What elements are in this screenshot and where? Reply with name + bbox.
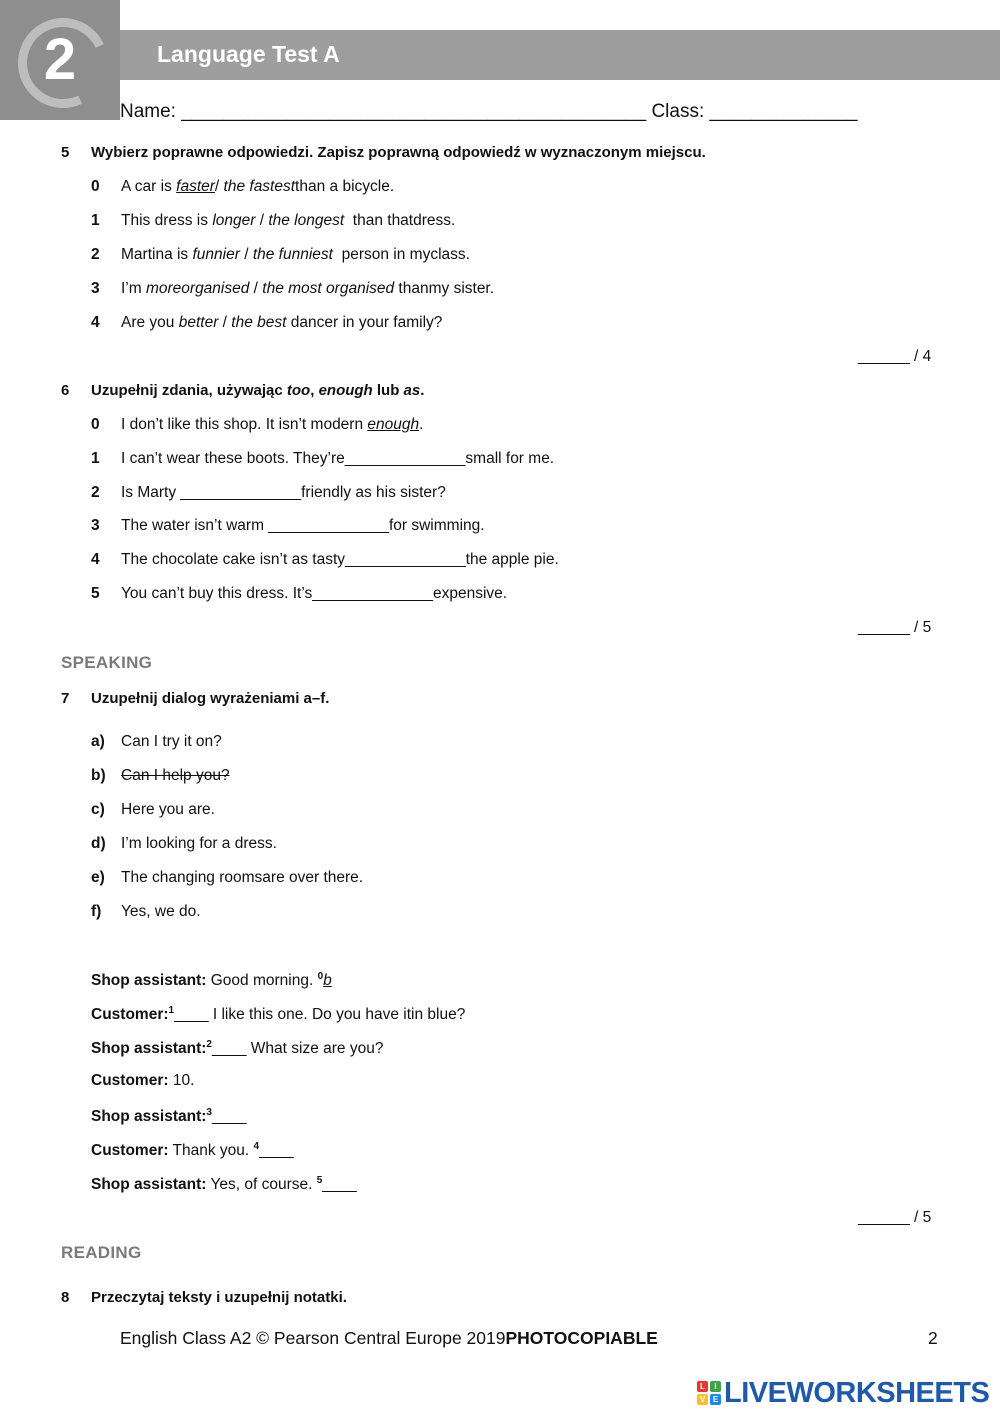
dialog-gap-1[interactable]: ____ I like this one. Do you have itin blue?	[174, 1006, 466, 1024]
dialog-example-answer: b	[323, 972, 332, 990]
reading-heading: READING	[61, 1243, 142, 1262]
speaking-heading: SPEAKING	[61, 653, 153, 672]
q7-option-c: c) Here you are.	[91, 801, 215, 818]
q5-item-3: 3 I’m moreorganised / the most organised thanmy sister.	[91, 280, 495, 297]
q5-score: ______ / 4	[858, 348, 932, 365]
tile-l: L	[697, 1381, 708, 1392]
dialog-gap-4[interactable]: ____	[259, 1142, 294, 1160]
dialog-line-4: Shop assistant:$^3$____	[91, 1107, 247, 1126]
q5-item-0-answer: faster	[176, 178, 215, 195]
dialog-line-6: Shop assistant: Yes, of course. $^5$____	[91, 1175, 357, 1194]
q5-instruction: Wybierz poprawne odpowiedzi. Zapisz poprawną odpowiedź w wyznaczonym miejscu.	[91, 144, 706, 161]
q5-item-1-option-b[interactable]: the longest	[268, 212, 345, 229]
q7-option-e: e) The changing roomsare over there.	[91, 869, 364, 886]
dialog-gap-5[interactable]: ____	[322, 1176, 357, 1194]
q6-item-3: 3 The water isn’t warm ______________for swimming.	[91, 517, 485, 534]
q5-number: 5	[61, 144, 70, 161]
dialog-line-0: Shop assistant: Good morning. $^0$b	[91, 971, 332, 990]
unit-number: 2	[43, 27, 77, 92]
page-number: 2	[928, 1328, 938, 1348]
q6-item-1-text[interactable]: I can’t wear these boots. They’re______________small for me.	[121, 450, 555, 467]
q7-score: ______ / 5	[858, 1209, 932, 1226]
q5-item-1-option-a[interactable]: longer	[212, 212, 256, 229]
q6-score: ______ / 5	[858, 619, 932, 636]
liveworksheets-wordmark: LIVEWORKSHEETS	[724, 1376, 990, 1409]
q6-heading: 6 Uzupełnij zdania, używając too, enough lub as.	[61, 382, 425, 399]
q5-item-3-option-b[interactable]: the most organised	[262, 280, 395, 297]
q7-option-f: f) Yes, we do.	[91, 903, 201, 920]
dialog-line-2: Shop assistant:$^2$____ What size are you?	[91, 1039, 384, 1058]
title-bar	[120, 30, 1000, 80]
q6-item-0: 0 I don’t like this shop. It isn’t modern enough.	[91, 416, 424, 433]
dialog-gap-2[interactable]: ____ What size are you?	[211, 1040, 384, 1058]
dialog-line-1: Customer:$^1$____ I like this one. Do you have itin blue?	[91, 1005, 466, 1024]
q6-item-5: 5 You can’t buy this dress. It’s______________expensive.	[91, 585, 508, 602]
q5-item-2-option-b[interactable]: the funniest	[252, 246, 333, 263]
q6-item-4: 4 The chocolate cake isn’t as tasty______________the apple pie.	[91, 551, 559, 568]
q5-item-4-option-b[interactable]: the best	[231, 314, 287, 331]
q6-item-3-text[interactable]: The water isn’t warm ______________for swimming.	[121, 517, 485, 534]
q7-option-b: b) Can I help you?	[91, 767, 230, 784]
q5-item-2: 2 Martina is funnier / the funniest person in myclass.	[91, 246, 470, 263]
q7-option-a: a) Can I try it on?	[91, 733, 222, 750]
q5-item-0: 0 A car is faster/ the fastestthan a bicycle.	[91, 178, 395, 195]
q6-item-2-text[interactable]: Is Marty ______________friendly as his sister?	[121, 484, 446, 501]
q6-item-2: 2 Is Marty ______________friendly as his sister?	[91, 484, 446, 501]
footer-copyright: English Class A2 © Pearson Central Europe 2019PHOTOCOPIABLE	[120, 1328, 658, 1348]
dialog-gap-3[interactable]: ____	[211, 1108, 247, 1126]
q5-heading	[61, 144, 706, 161]
unit-badge	[0, 0, 120, 120]
test-title: Language Test A	[157, 41, 340, 67]
q6-item-0-answer: enough	[367, 416, 420, 433]
q6-item-1: 1 I can’t wear these boots. They’re______________small for me.	[91, 450, 555, 467]
liveworksheets-logo	[697, 1375, 989, 1411]
q6-item-4-text[interactable]: The chocolate cake isn’t as tasty______________the apple pie.	[121, 551, 559, 568]
liveworksheets-tiles-icon	[697, 1381, 721, 1405]
tile-e: E	[710, 1394, 721, 1405]
q8-heading: 8 Przeczytaj teksty i uzupełnij notatki.	[61, 1289, 347, 1306]
q7-option-d: d) I’m looking for a dress.	[91, 835, 277, 852]
q5-item-2-option-a[interactable]: funnier	[192, 246, 240, 263]
dialog-line-5: Customer: Thank you. $^4$____	[91, 1141, 294, 1160]
q7-heading: 7 Uzupełnij dialog wyrażeniami a–f.	[61, 690, 330, 707]
tile-v: V	[697, 1394, 708, 1405]
tile-i: I	[710, 1381, 721, 1392]
dialog-line-3: Customer: 10.	[91, 1072, 195, 1089]
q6-item-5-text[interactable]: You can’t buy this dress. It’s______________expensive.	[121, 585, 508, 602]
name-class-line: Name: ____________________________________________ Class: ______________	[120, 101, 858, 122]
q5-item-4: 4 Are you better / the best dancer in your family?	[91, 314, 443, 331]
q5-item-4-option-a[interactable]: better	[178, 314, 219, 331]
q5-item-1: 1 This dress is longer / the longest than thatdress.	[91, 212, 456, 229]
q5-item-3-option-a[interactable]: moreorganised	[145, 280, 250, 297]
